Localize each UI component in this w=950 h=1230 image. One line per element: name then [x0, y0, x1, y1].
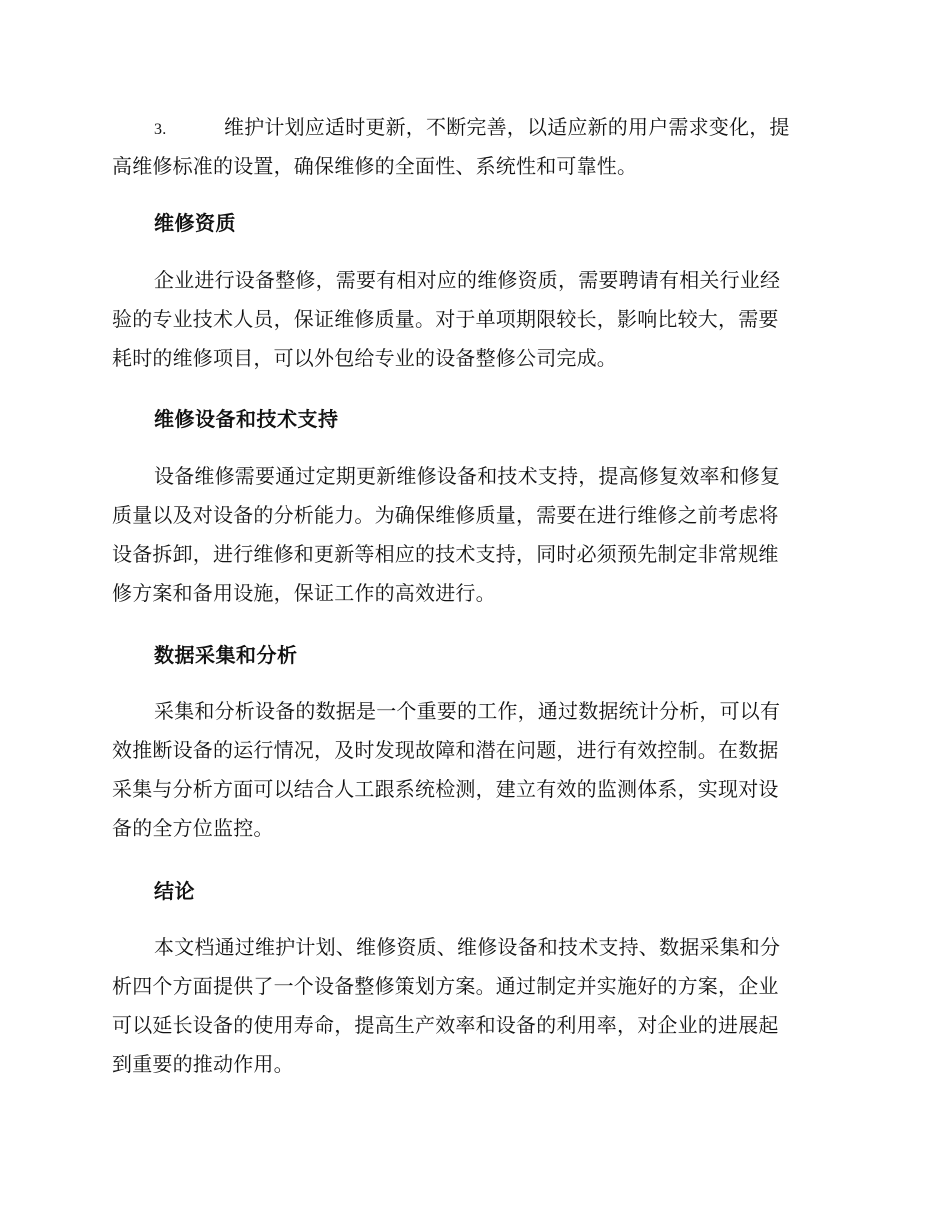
- section-paragraph-equipment-support: [112, 457, 832, 613]
- paragraph-line: 设备维修需要通过定期更新维修设备和技术支持，提高修复效率和修复: [154, 464, 781, 488]
- list-item-3-line-2: 高维修标准的设置，确保维修的全面性、系统性和可靠性。: [112, 154, 638, 178]
- paragraph-line: 验的专业技术人员，保证维修质量。对于单项期限较长，影响比较大，需要: [112, 307, 779, 331]
- list-item-number: 3.: [154, 121, 167, 138]
- paragraph-line: 质量以及对设备的分析能力。为确保维修质量，需要在进行维修之前考虑将: [112, 503, 779, 527]
- paragraph-line: 效推断设备的运行情况，及时发现故障和潜在问题，进行有效控制。在数据: [112, 738, 779, 762]
- paragraph-line: 析四个方面提供了一个设备整修策划方案。通过制定并实施好的方案，企业: [112, 974, 779, 998]
- section-heading-data-analysis: 数据采集和分析: [154, 643, 298, 667]
- list-item-3-line-1: [112, 108, 832, 147]
- section-paragraph-conclusion: [112, 928, 832, 1084]
- paragraph-line: 修方案和备用设施，保证工作的高效进行。: [112, 581, 496, 605]
- paragraph-line: 企业进行设备整修，需要有相对应的维修资质，需要聘请有相关行业经: [154, 268, 781, 292]
- section-paragraph-data-analysis: [112, 692, 832, 848]
- list-item-3: [112, 108, 832, 186]
- paragraph-line: 设备拆卸，进行维修和更新等相应的技术支持，同时必须预先制定非常规维: [112, 542, 779, 566]
- paragraph-line: 本文档通过维护计划、维修资质、维修设备和技术支持、数据采集和分: [154, 935, 781, 959]
- paragraph-line: 可以延长设备的使用寿命，提高生产效率和设备的利用率，对企业的进展起: [112, 1013, 779, 1037]
- list-item-3-text-1: 维护计划应适时更新，不断完善，以适应新的用户需求变化，提: [224, 115, 790, 139]
- paragraph-line: 备的全方位监控。: [112, 816, 274, 840]
- paragraph-line: 采集与分析方面可以结合人工跟系统检测，建立有效的监测体系，实现对设: [112, 777, 779, 801]
- paragraph-line: 到重要的推动作用。: [112, 1052, 294, 1076]
- section-heading-qualification: 维修资质: [154, 211, 236, 235]
- section-heading-conclusion: 结论: [154, 879, 195, 903]
- paragraph-line: 耗时的维修项目，可以外包给专业的设备整修公司完成。: [112, 346, 617, 370]
- paragraph-line: 采集和分析设备的数据是一个重要的工作，通过数据统计分析，可以有: [154, 699, 781, 723]
- section-heading-equipment-support: 维修设备和技术支持: [154, 407, 339, 431]
- section-paragraph-qualification: [112, 261, 832, 378]
